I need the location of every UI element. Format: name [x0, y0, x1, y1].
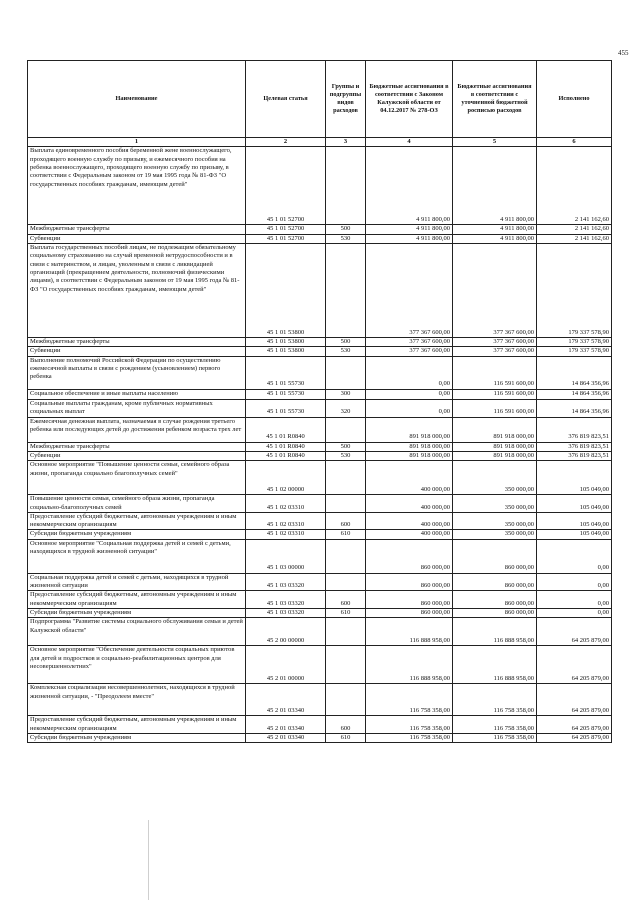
law-amount: 116 888 958,00 [366, 618, 453, 646]
table-row [28, 389, 612, 399]
law-amount: 891 918 000,00 [366, 442, 453, 451]
expense-group-code [326, 495, 366, 513]
table-row [28, 609, 612, 618]
expense-group-code: 530 [326, 234, 366, 243]
row-name: Субсидии бюджетным учреждениям [28, 609, 246, 618]
table-row [28, 451, 612, 460]
expense-group-code: 500 [326, 337, 366, 346]
law-amount: 860 000,00 [366, 609, 453, 618]
target-article-code: 45 1 01 52700 [246, 234, 326, 243]
table-row [28, 618, 612, 646]
executed-amount: 105 049,00 [537, 530, 612, 539]
row-name: Основное мероприятие "Повышение ценности семьи, семейного образа жизни, пропаганда социально благополучных семей" [28, 461, 246, 495]
schedule-amount: 116 758 358,00 [453, 684, 537, 716]
target-article-code: 45 1 03 03320 [246, 591, 326, 609]
target-article-code: 45 2 01 03340 [246, 716, 326, 734]
target-article-code: 45 1 01 55730 [246, 399, 326, 417]
row-name: Субвенции [28, 451, 246, 460]
schedule-amount: 350 000,00 [453, 512, 537, 530]
target-article-code: 45 2 01 00000 [246, 646, 326, 684]
column-number: 5 [453, 138, 537, 147]
executed-amount: 179 337 578,90 [537, 243, 612, 337]
budget-execution-table [27, 60, 612, 743]
schedule-amount: 860 000,00 [453, 591, 537, 609]
expense-group-code [326, 684, 366, 716]
column-number: 6 [537, 138, 612, 147]
table-row [28, 646, 612, 684]
row-name: Субсидии бюджетным учреждениям [28, 733, 246, 742]
expense-group-code [326, 573, 366, 591]
executed-amount: 2 141 162,60 [537, 234, 612, 243]
law-amount: 891 918 000,00 [366, 451, 453, 460]
table-row [28, 399, 612, 417]
margin-line [148, 820, 149, 900]
target-article-code: 45 1 03 03320 [246, 573, 326, 591]
page-number: 455 [618, 49, 629, 57]
law-amount: 400 000,00 [366, 495, 453, 513]
schedule-amount: 377 367 600,00 [453, 337, 537, 346]
column-number-row [28, 138, 612, 147]
table-row [28, 591, 612, 609]
expense-group-code [326, 618, 366, 646]
law-amount: 400 000,00 [366, 530, 453, 539]
expense-group-code [326, 539, 366, 573]
executed-amount: 0,00 [537, 573, 612, 591]
expense-group-code: 600 [326, 716, 366, 734]
law-amount: 891 918 000,00 [366, 417, 453, 442]
target-article-code: 45 2 00 00000 [246, 618, 326, 646]
column-number: 3 [326, 138, 366, 147]
table-row [28, 512, 612, 530]
executed-amount: 64 205 879,00 [537, 646, 612, 684]
row-name: Повышение ценности семьи, семейного образа жизни, пропаганда социально-благополучных семей [28, 495, 246, 513]
schedule-amount: 860 000,00 [453, 609, 537, 618]
law-amount: 377 367 600,00 [366, 337, 453, 346]
schedule-amount: 891 918 000,00 [453, 417, 537, 442]
table-row [28, 716, 612, 734]
schedule-amount: 350 000,00 [453, 461, 537, 495]
row-name: Социальные выплаты гражданам, кроме публичных нормативных социальных выплат [28, 399, 246, 417]
schedule-amount: 350 000,00 [453, 495, 537, 513]
row-name: Выполнение полномочий Российской Федерации по осуществлению ежемесячной выплаты в связи с рождением (усыновлением) первого ребенка [28, 356, 246, 389]
law-amount: 0,00 [366, 399, 453, 417]
schedule-amount: 116 758 358,00 [453, 733, 537, 742]
table-row [28, 530, 612, 539]
table-row [28, 573, 612, 591]
executed-amount: 105 049,00 [537, 512, 612, 530]
table-row [28, 461, 612, 495]
expense-group-code: 600 [326, 591, 366, 609]
schedule-amount: 4 911 800,00 [453, 147, 537, 225]
header-name: Наименование [28, 61, 246, 138]
target-article-code: 45 1 01 53800 [246, 243, 326, 337]
schedule-amount: 116 591 600,00 [453, 399, 537, 417]
column-number: 1 [28, 138, 246, 147]
table-row [28, 417, 612, 442]
executed-amount: 105 049,00 [537, 495, 612, 513]
expense-group-code [326, 646, 366, 684]
law-amount: 4 911 800,00 [366, 234, 453, 243]
table-row [28, 243, 612, 337]
row-name: Основное мероприятие "Обеспечение деятельности социальных приютов для детей и подростков и социально-реабилитационных центров для несовершеннолетних" [28, 646, 246, 684]
row-name: Предоставление субсидий бюджетным, автономным учреждениям и иным некоммерческим организациям [28, 591, 246, 609]
table-row [28, 337, 612, 346]
row-name: Социальная поддержка детей и семей с детьми, находящихся в трудной жизненной ситуации [28, 573, 246, 591]
target-article-code: 45 2 01 03340 [246, 733, 326, 742]
executed-amount: 0,00 [537, 609, 612, 618]
executed-amount: 376 819 823,51 [537, 451, 612, 460]
expense-group-code: 600 [326, 512, 366, 530]
expense-group-code: 500 [326, 442, 366, 451]
executed-amount: 64 205 879,00 [537, 733, 612, 742]
executed-amount: 0,00 [537, 539, 612, 573]
row-name: Предоставление субсидий бюджетным, автономным учреждениям и иным некоммерческим организациям [28, 716, 246, 734]
row-name: Социальное обеспечение и иные выплаты населению [28, 389, 246, 399]
schedule-amount: 860 000,00 [453, 573, 537, 591]
schedule-amount: 891 918 000,00 [453, 451, 537, 460]
executed-amount: 2 141 162,60 [537, 225, 612, 234]
header-law-allocations: Бюджетные ассигнования в соответствии с Законом Калужской области от 04.12.2017 № 278-ОЗ [366, 61, 453, 138]
schedule-amount: 116 591 600,00 [453, 356, 537, 389]
row-name: Субвенции [28, 234, 246, 243]
target-article-code: 45 1 02 00000 [246, 461, 326, 495]
law-amount: 4 911 800,00 [366, 147, 453, 225]
law-amount: 0,00 [366, 356, 453, 389]
expense-group-code [326, 243, 366, 337]
table-row [28, 442, 612, 451]
executed-amount: 14 864 356,96 [537, 389, 612, 399]
expense-group-code [326, 356, 366, 389]
schedule-amount: 4 911 800,00 [453, 234, 537, 243]
row-name: Выплата государственных пособий лицам, не подлежащим обязательному социальному страхованию на случай временной нетрудоспособности и в связи с материнством, и лицам, уволенным в связи с ликвидацией организаций (прекращением деятельности, полномочий физическими лицами), в соответствии с Федеральным законом от 19 мая 1995 года № 81-ФЗ "О государственных пособиях гражданам, имеющим детей" [28, 243, 246, 337]
row-name: Ежемесячная денежная выплата, назначаемая в случае рождения третьего ребенка или последующих детей до достижения ребенком возраста трех лет [28, 417, 246, 442]
target-article-code: 45 1 01 R0840 [246, 442, 326, 451]
law-amount: 860 000,00 [366, 539, 453, 573]
executed-amount: 2 141 162,60 [537, 147, 612, 225]
target-article-code: 45 1 02 03310 [246, 512, 326, 530]
executed-amount: 376 819 823,51 [537, 442, 612, 451]
executed-amount: 64 205 879,00 [537, 618, 612, 646]
schedule-amount: 377 367 600,00 [453, 243, 537, 337]
executed-amount: 0,00 [537, 591, 612, 609]
schedule-amount: 116 591 600,00 [453, 389, 537, 399]
executed-amount: 14 864 356,96 [537, 399, 612, 417]
law-amount: 400 000,00 [366, 512, 453, 530]
target-article-code: 45 1 02 03310 [246, 530, 326, 539]
header-target-article: Целевая статья [246, 61, 326, 138]
schedule-amount: 116 888 958,00 [453, 618, 537, 646]
expense-group-code: 320 [326, 399, 366, 417]
schedule-amount: 116 758 358,00 [453, 716, 537, 734]
target-article-code: 45 1 01 55730 [246, 356, 326, 389]
schedule-amount: 377 367 600,00 [453, 347, 537, 356]
expense-group-code: 530 [326, 347, 366, 356]
law-amount: 116 758 358,00 [366, 716, 453, 734]
table-row [28, 147, 612, 225]
target-article-code: 45 1 03 03320 [246, 609, 326, 618]
law-amount: 377 367 600,00 [366, 243, 453, 337]
schedule-amount: 4 911 800,00 [453, 225, 537, 234]
table-header-row [28, 61, 612, 138]
schedule-amount: 891 918 000,00 [453, 442, 537, 451]
executed-amount: 376 819 823,51 [537, 417, 612, 442]
executed-amount: 64 205 879,00 [537, 684, 612, 716]
row-name: Основное мероприятие "Социальная поддержка детей и семей с детьми, находящихся в трудной жизненной ситуации" [28, 539, 246, 573]
row-name: Межбюджетные трансферты [28, 225, 246, 234]
target-article-code: 45 2 01 03340 [246, 684, 326, 716]
table-row [28, 539, 612, 573]
expense-group-code: 610 [326, 733, 366, 742]
header-schedule-allocations: Бюджетные ассигнования в соответствии с уточненной бюджетной росписью расходов [453, 61, 537, 138]
expense-group-code: 610 [326, 530, 366, 539]
target-article-code: 45 1 01 52700 [246, 147, 326, 225]
table-row [28, 234, 612, 243]
expense-group-code [326, 461, 366, 495]
table-row [28, 225, 612, 234]
executed-amount: 64 205 879,00 [537, 716, 612, 734]
target-article-code: 45 1 03 00000 [246, 539, 326, 573]
law-amount: 377 367 600,00 [366, 347, 453, 356]
law-amount: 860 000,00 [366, 591, 453, 609]
executed-amount: 179 337 578,90 [537, 337, 612, 346]
expense-group-code [326, 417, 366, 442]
row-name: Комплексная социализация несовершеннолетних, находящихся в трудной жизненной ситуации, - "Преодолеем вместе" [28, 684, 246, 716]
row-name: Выплата единовременного пособия беременной жене военнослужащего, проходящего военную службу по призыву, и ежемесячного пособия на ребенка военнослужащего, проходящего военную службу по призыву, в соответствии с Федеральным законом от 19 мая 1995 года № 81-ФЗ "О государственных пособиях гражданам, имеющим детей" [28, 147, 246, 225]
law-amount: 116 758 358,00 [366, 733, 453, 742]
row-name: Предоставление субсидий бюджетным, автономным учреждениям и иным некоммерческим организациям [28, 512, 246, 530]
header-executed: Исполнено [537, 61, 612, 138]
expense-group-code: 500 [326, 225, 366, 234]
row-name: Субвенции [28, 347, 246, 356]
schedule-amount: 116 888 958,00 [453, 646, 537, 684]
table-row [28, 733, 612, 742]
target-article-code: 45 1 01 R0840 [246, 451, 326, 460]
law-amount: 400 000,00 [366, 461, 453, 495]
column-number: 2 [246, 138, 326, 147]
table-body [28, 147, 612, 743]
target-article-code: 45 1 01 55730 [246, 389, 326, 399]
table-row [28, 684, 612, 716]
law-amount: 860 000,00 [366, 573, 453, 591]
executed-amount: 105 049,00 [537, 461, 612, 495]
expense-group-code [326, 147, 366, 225]
table-row [28, 495, 612, 513]
target-article-code: 45 1 01 52700 [246, 225, 326, 234]
executed-amount: 179 337 578,90 [537, 347, 612, 356]
schedule-amount: 350 000,00 [453, 530, 537, 539]
law-amount: 4 911 800,00 [366, 225, 453, 234]
column-number: 4 [366, 138, 453, 147]
table-row [28, 347, 612, 356]
target-article-code: 45 1 01 53800 [246, 347, 326, 356]
executed-amount: 14 864 356,96 [537, 356, 612, 389]
expense-group-code: 530 [326, 451, 366, 460]
target-article-code: 45 1 01 53800 [246, 337, 326, 346]
row-name: Межбюджетные трансферты [28, 337, 246, 346]
header-expense-group: Группы и подгруппы видов расходов [326, 61, 366, 138]
expense-group-code: 610 [326, 609, 366, 618]
target-article-code: 45 1 02 03310 [246, 495, 326, 513]
schedule-amount: 860 000,00 [453, 539, 537, 573]
row-name: Подпрограмма "Развитие системы социального обслуживания семьи и детей Калужской области" [28, 618, 246, 646]
target-article-code: 45 1 01 R0840 [246, 417, 326, 442]
row-name: Субсидии бюджетным учреждениям [28, 530, 246, 539]
row-name: Межбюджетные трансферты [28, 442, 246, 451]
law-amount: 0,00 [366, 389, 453, 399]
law-amount: 116 758 358,00 [366, 684, 453, 716]
law-amount: 116 888 958,00 [366, 646, 453, 684]
table-row [28, 356, 612, 389]
expense-group-code: 300 [326, 389, 366, 399]
